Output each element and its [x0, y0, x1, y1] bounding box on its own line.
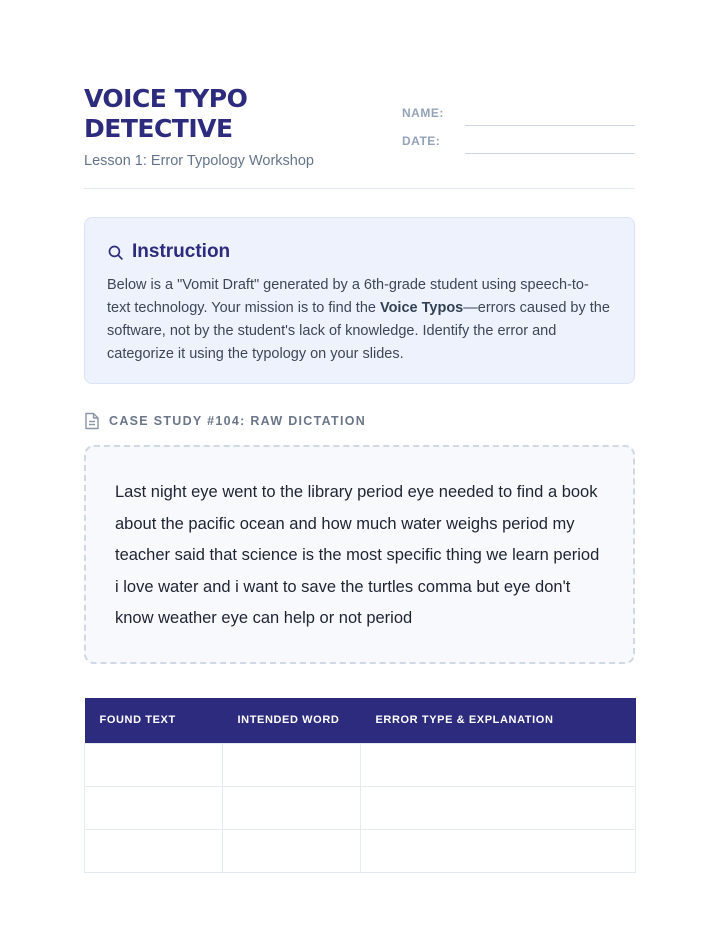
case-study-title: CASE STUDY #104: RAW DICTATION — [109, 414, 367, 428]
dictation-text: Last night eye went to the library period eye needed to find a book about the pacific ocean and how much water weighs period my teacher said that science is the most specific thing we learn period i love water and i want to save the turtles comma but eye don't know weather eye can help or not period — [115, 483, 600, 628]
answer-table — [84, 698, 636, 873]
instruction-body — [107, 274, 612, 366]
table-cell[interactable] — [223, 743, 361, 786]
worksheet-page — [84, 84, 635, 727]
instruction-heading — [107, 240, 612, 264]
column-header-error-type: ERROR TYPE & EXPLANATION — [361, 698, 636, 743]
instruction-text-1: Below is a "Vomit Draft" generated by a 6th-grade student using speech-to-text technology. Your mission is to find the — [107, 277, 589, 316]
table-cell[interactable] — [85, 786, 223, 829]
table-cell[interactable] — [361, 743, 636, 786]
table-cell[interactable] — [85, 743, 223, 786]
instruction-text-2: —errors caused by the software, not by the student's lack of knowledge. Identify the error and categorize it using the typology on your slides. — [107, 300, 610, 362]
table-row — [85, 743, 636, 786]
table-header-row — [85, 698, 636, 743]
table-cell[interactable] — [361, 829, 636, 872]
table-cell[interactable] — [361, 786, 636, 829]
table-cell[interactable] — [223, 786, 361, 829]
worksheet-header — [84, 84, 635, 189]
table-cell[interactable] — [85, 829, 223, 872]
name-field — [402, 102, 635, 124]
table-row — [85, 786, 636, 829]
name-label: NAME: — [402, 106, 444, 120]
dictation-box — [84, 445, 635, 664]
instruction-box — [84, 217, 635, 384]
instruction-title: Instruction — [132, 241, 231, 262]
page-subtitle: Lesson 1: Error Typology Workshop — [84, 153, 314, 169]
column-header-found-text: FOUND TEXT — [85, 698, 223, 743]
table-row — [85, 829, 636, 872]
date-line — [465, 153, 635, 154]
table-cell[interactable] — [223, 829, 361, 872]
page-title: VOICE TYPO DETECTIVE — [84, 84, 248, 143]
document-icon — [84, 412, 100, 430]
case-study-label — [84, 411, 366, 431]
instruction-bold-term: Voice Typos — [379, 300, 464, 316]
date-field — [402, 130, 635, 152]
name-line — [465, 125, 635, 126]
search-icon — [107, 244, 124, 261]
date-label: DATE: — [402, 134, 441, 148]
column-header-intended-word: INTENDED WORD — [223, 698, 361, 743]
answer-table-wrapper — [84, 698, 635, 873]
